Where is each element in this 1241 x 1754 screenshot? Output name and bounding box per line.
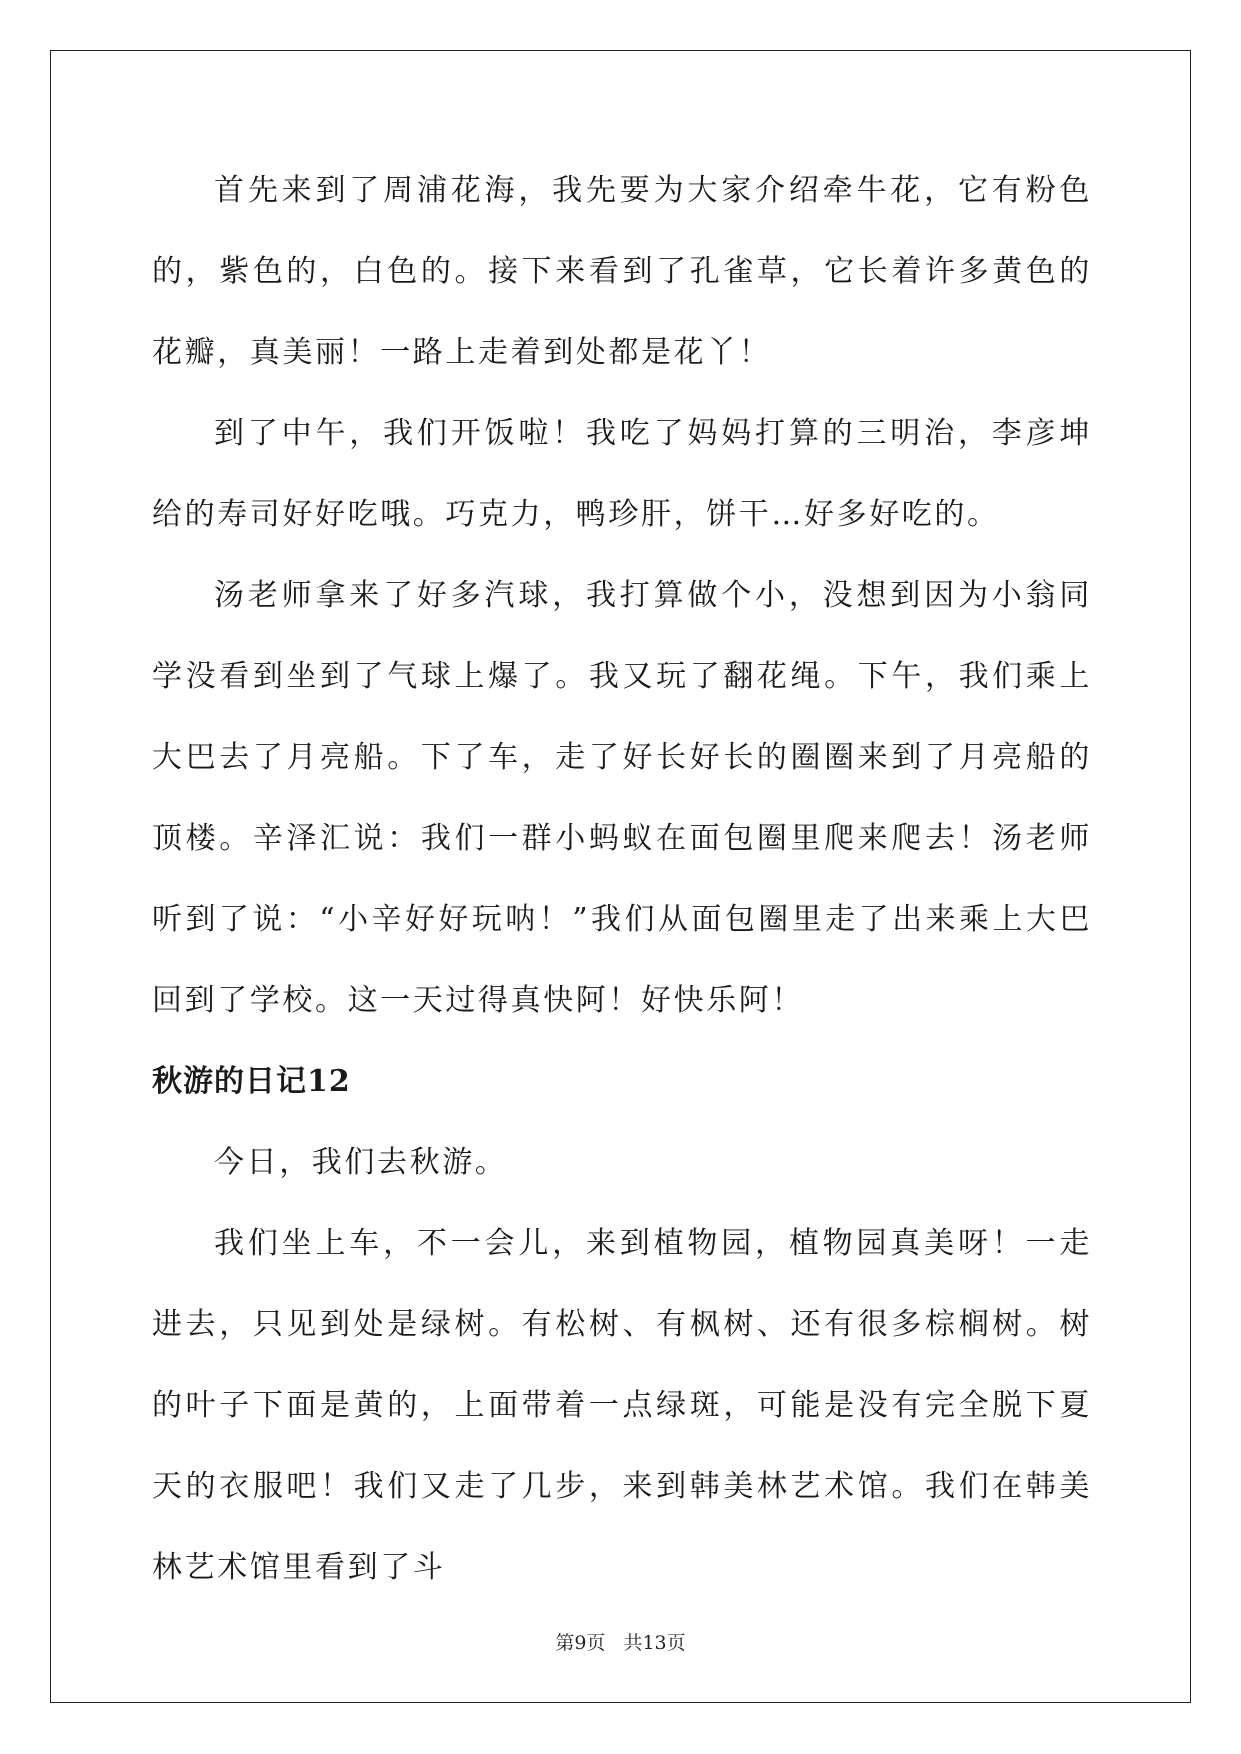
paragraph: 首先来到了周浦花海，我先要为大家介绍牵牛花，它有粉色的，紫色的，白色的。接下来看到了孔雀草，它长着许多黄色的花瓣，真美丽！一路上走着到处都是花丫！ xyxy=(152,173,1092,370)
page-number-total: 共13页 xyxy=(623,1632,686,1654)
paragraph: 今日，我们去秋游。 xyxy=(214,1145,508,1180)
section-title: 秋游的日记12 xyxy=(152,1064,351,1099)
document-body xyxy=(152,150,1092,1608)
page-footer xyxy=(0,1628,1241,1655)
paragraph: 汤老师拿来了好多汽球，我打算做个小，没想到因为小翁同学没看到坐到了气球上爆了。我又玩了翻花绳。下午，我们乘上大巴去了月亮船。下了车，走了好长好长的圈圈来到了月亮船的顶楼。辛泽汇说：我们一群小蚂蚁在面包圈里爬来爬去！汤老师听到了说：“小辛好好玩呐！”我们从面包圈里走了出来乘上大巴回到了学校。这一天过得真快阿！好快乐阿！ xyxy=(152,578,1092,1018)
page-number-current: 第9页 xyxy=(555,1632,606,1654)
paragraph: 到了中午，我们开饭啦！我吃了妈妈打算的三明治，李彦坤给的寿司好好吃哦。巧克力，鸭珍肝，饼干…好多好吃的。 xyxy=(152,416,1092,532)
paragraph: 我们坐上车，不一会儿，来到植物园，植物园真美呀！一走进去，只见到处是绿树。有松树、有枫树、还有很多棕榈树。树的叶子下面是黄的，上面带着一点绿斑，可能是没有完全脱下夏天的衣服吧！我们又走了几步，来到韩美林艺术馆。我们在韩美林艺术馆里看到了斗 xyxy=(152,1226,1092,1585)
